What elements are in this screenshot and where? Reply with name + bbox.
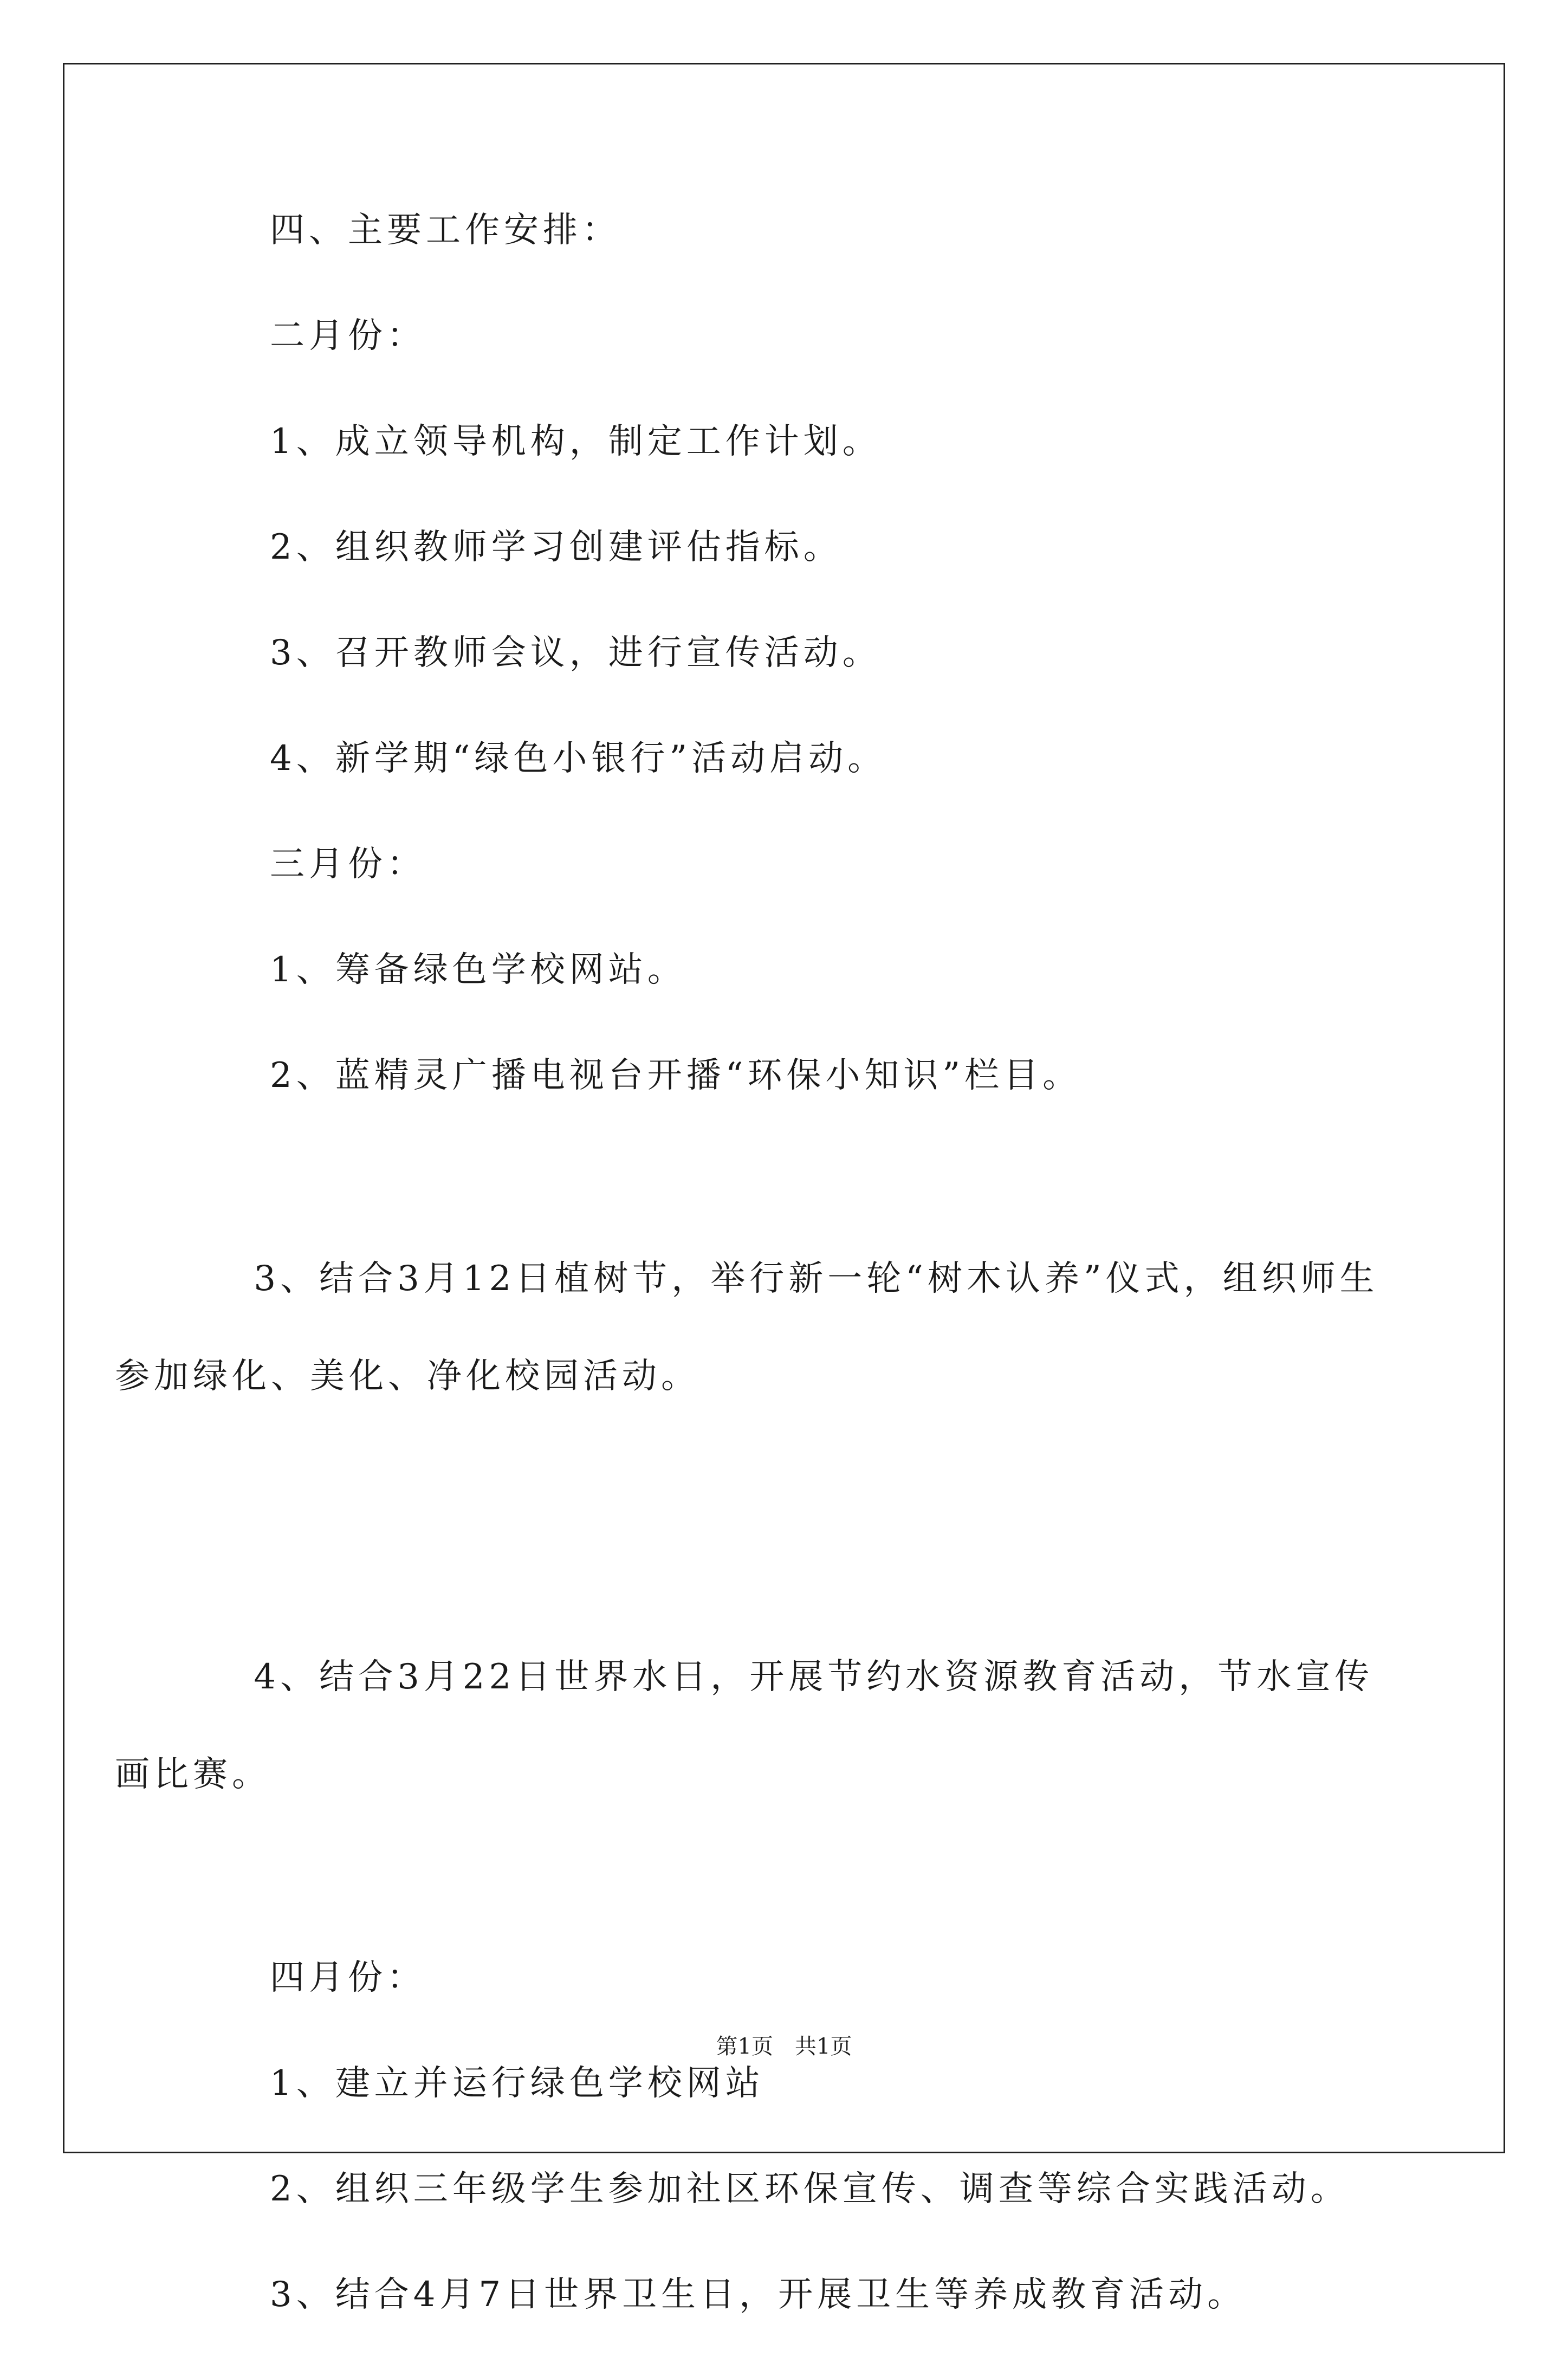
month-heading: 三月份： <box>270 844 426 884</box>
list-item: 1、筹备绿色学校网站。 <box>270 950 686 990</box>
list-item: 4、新学期“绿色小银行”活动启动。 <box>270 739 887 779</box>
list-item: 4、结合3月22日世界水日，开展节约水资源教育活动，节水宣传画比赛。 <box>115 1657 1374 1795</box>
list-item: 1、建立并运行绿色学校网站 <box>270 2063 764 2103</box>
list-item: 2、组织教师学习创建评估指标。 <box>270 527 843 567</box>
section-heading: 四、主要工作安排： <box>270 210 621 250</box>
page-number-footer: 第1页 共1页 <box>716 2034 852 2059</box>
month-heading: 四月份： <box>270 1958 426 1998</box>
list-item: 3、召开教师会议，进行宣传活动。 <box>270 633 882 673</box>
list-item: 3、结合4月7日世界卫生日，开展卫生等养成教育活动。 <box>270 2275 1247 2315</box>
month-heading: 二月份： <box>270 316 426 356</box>
list-item: 1、成立领导机构，制定工作计划。 <box>270 422 882 462</box>
list-item: 3、结合3月12日植树节，举行新一轮“树木认养”仪式，组织师生参加绿化、美化、净化校园活动。 <box>115 1259 1379 1396</box>
list-item: 2、蓝精灵广播电视台开播“环保小知识”栏目。 <box>270 1056 1082 1096</box>
list-item: 2、组织三年级学生参加社区环保宣传、调查等综合实践活动。 <box>270 2169 1350 2209</box>
